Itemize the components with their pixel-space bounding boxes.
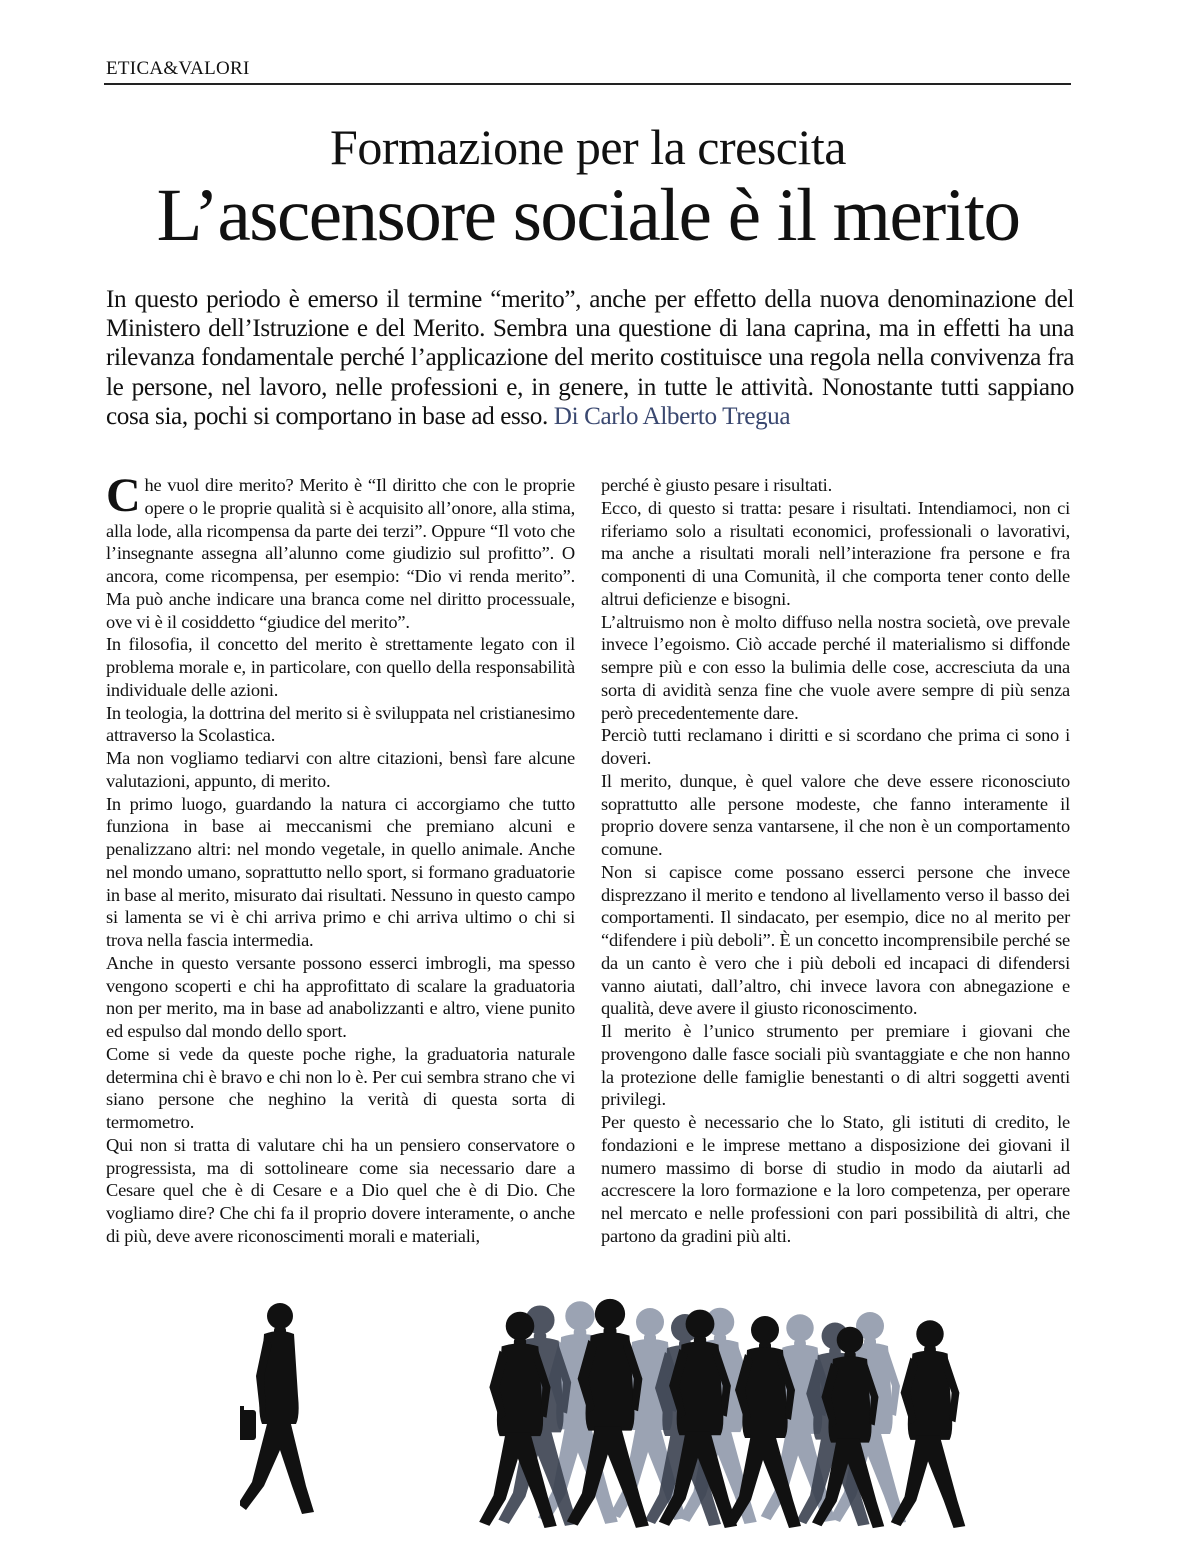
article-paragraph: Come si vede da queste poche righe, la graduatoria naturale determina chi è bravo e chi non lo è. Per cui sembra strano che vi siano persone che neghino la verità di questa sorta di termometro.: [106, 1043, 575, 1132]
paragraph-text: he vuol dire merito? Merito è “Il diritto che con le proprie opere o le proprie qualità si è acquisito all’onore, alla stima, alla lode, alla ricompensa da parte dei terzi”. Oppure “Il voto che l’insegnante assegna all’alunno come giudizio sul profitto”. O ancora, come ricompensa, per esempio: “Dio vi renda merito”. Ma può anche indicare una branca come nel diritto processuale, ove vi è il cosiddetto “giudice del merito”.: [106, 475, 575, 632]
article-paragraph: Anche in questo versante possono esserci imbrogli, ma spesso vengono scoperti e chi ha approfittato di scalare la graduatoria non per merito, ma in base ad anabolizzanti e altro, viene punito ed espulso dal mondo dello sport.: [106, 952, 575, 1041]
author-byline: Di Carlo Alberto Tregua: [553, 402, 791, 430]
article-paragraph: Non si capisce come possano esserci persone che invece disprezzano il merito e tendono al livellamento verso il basso dei comportamenti. Il sindacato, per esempio, dice no al merito per “difendere i più deboli”. È un concetto incomprensibile perché se da un canto è vero che i più deboli ed incapaci di difendersi vanno aiutati, dall’altro, chi invece lavora con abnegazione e qualità, deve avere il giusto riconoscimento.: [601, 861, 1070, 1019]
article-paragraph: Per questo è necessario che lo Stato, gli istituti di credito, le fondazioni e le imprese mettano a disposizione dei giovani il numero massimo di borse di studio in modo da aiutarli ad accrescere la loro formazione e la loro competenza, per operare nel mercato e nelle professioni con pari possibilità di altri, che partono da gradini più alti.: [601, 1112, 1070, 1246]
article-paragraph: Perciò tutti reclamano i diritti e si scordano che prima ci sono i doveri.: [601, 725, 1070, 768]
article-column-right: [601, 474, 1070, 1248]
article-standfirst: [106, 285, 1074, 431]
article-paragraph: Qui non si tratta di valutare chi ha un pensiero conservatore o progressista, ma di sottolineare come sia necessario dare a Cesare quel che è di Cesare e a Dio quel che è di Dio. Che vogliamo dire? Che chi fa il proprio dovere interamente, o anche di più, deve avere riconoscimenti morali e materiali,: [106, 1134, 575, 1246]
article-paragraph: Il merito, dunque, è quel valore che deve essere riconosciuto soprattutto alle persone modeste, che fanno interamente il proprio dovere senza vantarsene, il che non è un comportamento comune.: [601, 770, 1070, 859]
article-paragraph: In teologia, la dottrina del merito si è sviluppata nel cristianesimo attraverso la Scolastica.: [106, 702, 575, 746]
drop-cap: C: [106, 469, 141, 522]
article-paragraph: Ma non vogliamo tediarvi con altre citazioni, bensì fare alcune valutazioni, appunto, di merito.: [106, 748, 575, 791]
article-paragraph: In filosofia, il concetto del merito è strettamente legato con il problema morale e, in particolare, con quello della responsabilità individuale delle azioni.: [106, 634, 575, 700]
section-tag: ETICA&VALORI: [106, 58, 250, 79]
article-column-left: [106, 469, 575, 1248]
article-paragraph: Ecco, di questo si tratta: pesare i risultati. Intendiamoci, non ci riferiamo solo a risultati economici, professionali o lavorativi, ma anche a risultati morali nell’interazione fra persone e fra componenti di una Comunità, il che comporta tener conto delle altrui deficienze e bisogni.: [601, 497, 1070, 609]
article-kicker: Formazione per la crescita: [330, 119, 846, 175]
walking-people-illustration: [240, 1290, 980, 1530]
article-paragraph: In primo luogo, guardando la natura ci accorgiamo che tutto funziona in base ai meccanismi che premiano alcuni e penalizzano altri: nel mondo vegetale, in quello animale. Anche nel mondo umano, soprattutto nello sport, si formano graduatorie in base al merito, misurato dai risultati. Nessuno in questo campo si lamenta se vi è chi arriva primo e chi arriva ultimo o chi si trova nella fascia intermedia.: [106, 793, 575, 950]
article-paragraph: [106, 469, 575, 633]
header-rule: [104, 83, 1071, 85]
article-paragraph: perché è giusto pesare i risultati.: [601, 475, 832, 495]
article-paragraph: Il merito è l’unico strumento per premiare i giovani che provengono dalle fasce sociali più svantaggiate e che non hanno la protezione delle famiglie benestanti o di altri soggetti aventi privilegi.: [601, 1021, 1070, 1110]
standfirst-text: In questo periodo è emerso il termine “merito”, anche per effetto della nuova denominazione del Ministero dell’Istruzione e del Merito. Sembra una questione di lana caprina, ma in effetti ha una rilevanza fondamentale perché l’applicazione del merito costituisce una regola nella convivenza fra le persone, nel lavoro, nelle professioni e, in genere, in tutte le attività. Nonostante tutti sappiano cosa sia, pochi si comportano in base ad esso.: [106, 286, 1074, 430]
article-title: L’ascensore sociale è il merito: [156, 174, 1020, 257]
article-paragraph: L’altruismo non è molto diffuso nella nostra società, ove prevale invece l’egoismo. Ciò accade perché il materialismo si diffonde sempre più e con esso la bulimia delle cose, accresciuta da una sorta di avidità senza fine che vuole avere sempre di più senza però precedentemente dare.: [601, 611, 1070, 723]
